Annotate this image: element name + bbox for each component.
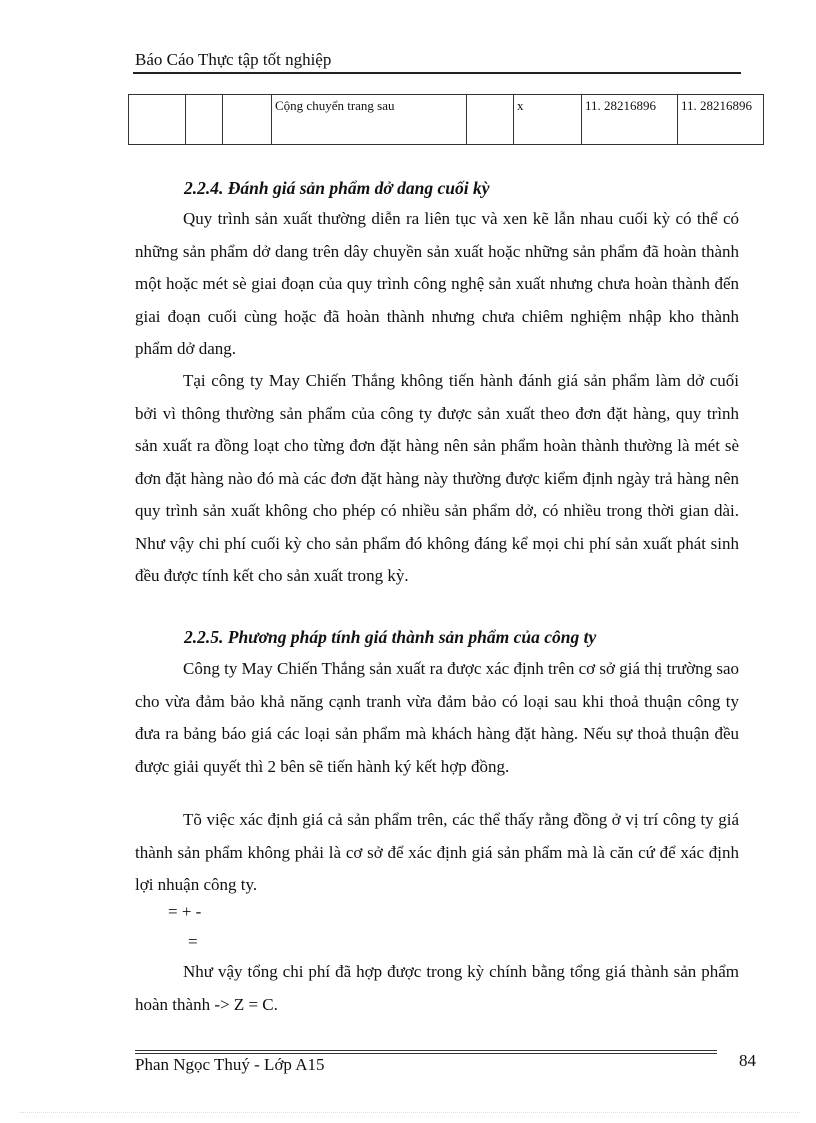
- table-row: [129, 95, 764, 145]
- table-cell-mark: x: [514, 95, 582, 145]
- table-cell: [129, 95, 186, 145]
- page-number: 84: [739, 1051, 756, 1070]
- page-bottom-divider: [20, 1112, 800, 1113]
- formula-line: = + -: [168, 902, 202, 921]
- paragraph: Tõ việc xác định giá cả sản phẩm trên, các thể thấy rằng đồng ở vị trí công ty giá thành sản phẩm không phải là cơ sở để xác định giá sản phẩm mà là căn cứ để xác định lợi nhuận công ty.: [135, 810, 739, 894]
- formula-line: =: [188, 932, 198, 951]
- table-cell: [186, 95, 223, 145]
- section-heading-2-2-5: 2.2.5. Phương pháp tính giá thành sản phẩm của công ty: [184, 627, 597, 647]
- table-cell-amount: 11. 28216896: [678, 95, 764, 145]
- table-cell-amount: 11. 28216896: [582, 95, 678, 145]
- carry-over-table: [128, 94, 764, 145]
- footer-rule: [135, 1053, 717, 1054]
- header-rule: [133, 72, 741, 74]
- paragraph-closing: Như vậy tổng chi phí đã hợp được trong kỳ chính bằng tổng giá thành sản phẩm hoàn thành -> Z = C.: [135, 962, 739, 1014]
- table-cell-label: Cộng chuyển trang sau: [272, 95, 467, 145]
- footer-rule: [135, 1050, 717, 1051]
- table-cell: [223, 95, 272, 145]
- page-header-title: Báo Cáo Thực tập tốt nghiệp: [135, 50, 332, 69]
- paragraph: Công ty May Chiến Thắng sản xuất ra được xác định trên cơ sở giá thị trường sao cho vừa đảm bảo khả năng cạnh tranh vừa đảm bảo có loại sau khi thoả thuận công ty đưa ra bảng báo giá các loại sản phẩm mà khách hàng đặt hàng. Nếu sự thoả thuận đều được giải quyết thì 2 bên sẽ tiến hành ký kết hợp đồng.: [135, 659, 739, 776]
- paragraph: Tại công ty May Chiến Thắng không tiến hành đánh giá sản phẩm làm dở cuối bởi vì thông thường sản phẩm của công ty được sản xuất theo đơn đặt hàng, quy trình sản xuất ra đồng loạt cho từng đơn đặt hàng nên sản phẩm hoàn thành thường là mét sè đơn đặt hàng nào đó mà các đơn đặt hàng này thường được kiểm định ngày trả hàng nên quy trình sản xuất không cho phép có nhiều sản phẩm dở, có nhiều trong thời gian dài. Như vậy chi phí cuối kỳ cho sản phẩm đó không đáng kể mọi chi phí sản xuất phát sinh đều được tính kết cho sản xuất trong kỳ.: [135, 371, 739, 585]
- table-cell: [467, 95, 514, 145]
- paragraph: Quy trình sản xuất thường diễn ra liên tục và xen kẽ lẫn nhau cuối kỳ có thể có những sản phẩm dở dang trên dây chuyền sản xuất hoặc những sản phẩm đã hoàn thành một hoặc mét sè giai đoạn của quy trình công nghệ sản xuất nhưng chưa hoàn thành đến giai đoạn cuối cùng hoặc đã hoàn thành nhưng chưa chiêm nghiệm nhập kho thành phẩm dở dang.: [135, 209, 739, 358]
- section-heading-2-2-4: 2.2.4. Đánh giá sản phẩm dở dang cuối kỳ: [184, 178, 490, 198]
- footer-author: Phan Ngọc Thuý - Lớp A15: [135, 1055, 325, 1074]
